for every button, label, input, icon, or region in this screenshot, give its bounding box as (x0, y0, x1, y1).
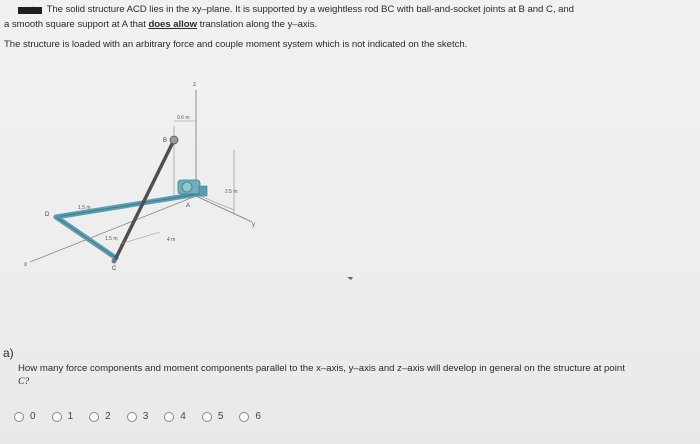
point-A-label: A (186, 203, 191, 209)
radio-icon[interactable] (127, 412, 137, 422)
option-label: 5 (217, 411, 224, 422)
radio-icon[interactable] (14, 412, 24, 422)
part-label: a) (3, 346, 14, 360)
x-axis-label: x (24, 262, 27, 268)
question-line2: C? (18, 376, 30, 387)
option-label: 2 (105, 411, 111, 422)
option-3[interactable] (127, 411, 149, 422)
support-A-roller (182, 182, 192, 192)
radio-icon[interactable] (164, 412, 174, 422)
dim-25-line (200, 196, 234, 210)
option-label: 3 (142, 411, 149, 422)
dim-15a-label: 1.5 m (78, 205, 91, 211)
option-5[interactable] (202, 411, 224, 422)
dim-4-label: 4 m (167, 237, 176, 243)
joint-C (112, 259, 117, 264)
header-line2-suffix: translation along the y–axis. (196, 19, 318, 30)
dim-15b-line (64, 224, 108, 254)
redacted-label: ...estion (18, 7, 43, 14)
option-label: 0 (30, 411, 36, 422)
z-axis-label: z (193, 82, 196, 88)
support-A-block (199, 186, 207, 196)
point-D-label: D (45, 212, 50, 218)
header-line2-prefix: a smooth square support at A that (4, 19, 149, 30)
option-6[interactable] (239, 411, 261, 422)
cursor-icon (347, 277, 353, 280)
point-C-label: C (112, 266, 117, 272)
question-line1: How many force components and moment components parallel to the x–axis, y–axis and z–axis will develop in general on the structure at point (18, 363, 625, 374)
option-label: 6 (255, 411, 261, 422)
option-1[interactable] (52, 411, 74, 422)
y-axis-line (196, 196, 252, 222)
option-0[interactable] (14, 411, 36, 422)
answer-options (14, 411, 277, 422)
radio-icon[interactable] (239, 412, 249, 422)
option-label: 4 (180, 411, 186, 422)
header-line1-text: The solid structure ACD lies in the xy–plane. It is supported by a weightless rod BC with ball-and-socket joints at B and C, and (46, 4, 574, 15)
radio-icon[interactable] (89, 412, 99, 422)
ball-joint-B (170, 136, 178, 144)
question-text (18, 362, 694, 388)
radio-icon[interactable] (52, 412, 62, 422)
option-label: 1 (67, 411, 74, 422)
radio-icon[interactable] (202, 412, 212, 422)
header-line3-text: The structure is loaded with an arbitrary force and couple moment system which is not indicated on the sketch. (4, 39, 468, 50)
option-2[interactable] (89, 411, 111, 422)
y-axis-label: y (252, 222, 255, 228)
dim-06-label: 0.6 m (177, 115, 190, 121)
dim-25-label: 2.5 m (225, 189, 238, 195)
header-line2-emphasis: does allow (148, 19, 197, 30)
option-4[interactable] (164, 411, 186, 422)
point-B-label: B (163, 138, 168, 144)
dim-15b-label: 1.5 m (105, 236, 118, 242)
